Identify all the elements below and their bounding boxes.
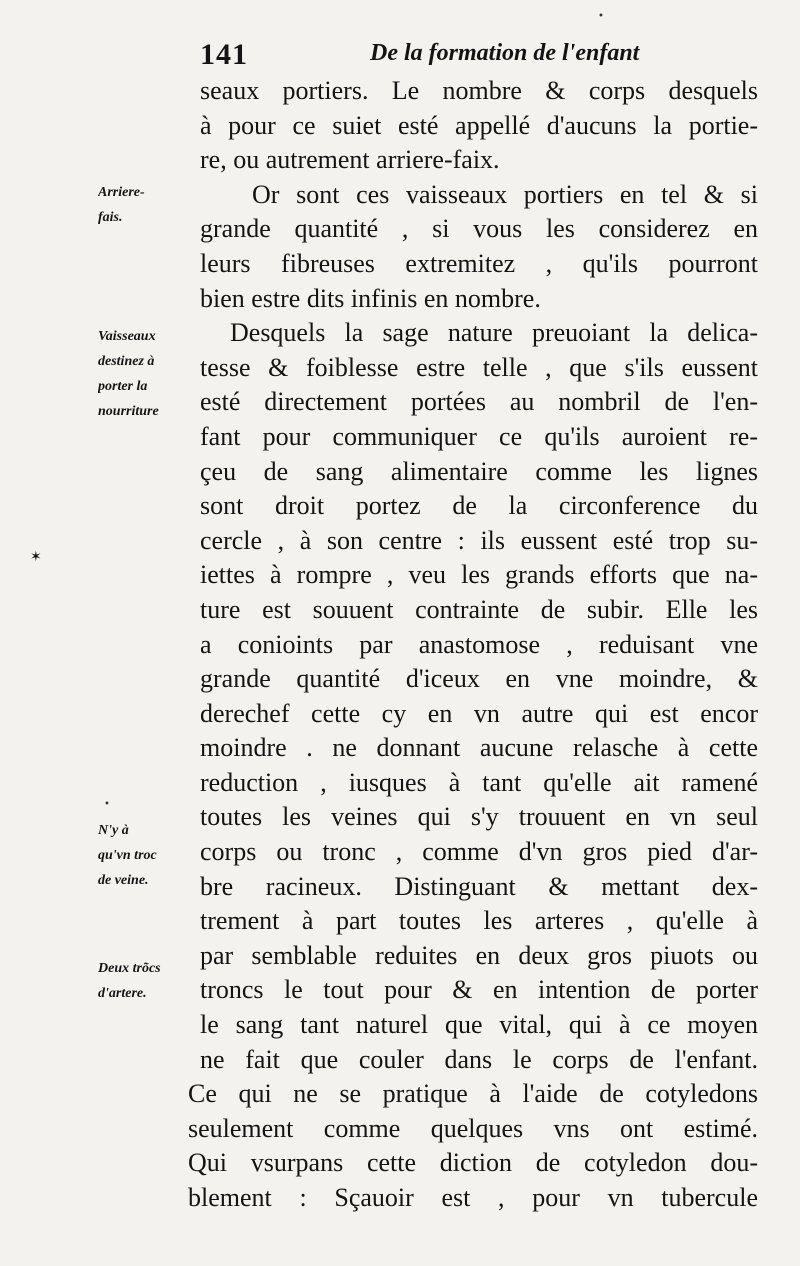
text-line: Ce qui ne se pratique à l'aide de cotyledons [188,1079,758,1109]
page-header [200,36,760,76]
text-line: toutes les veines qui s'y trouuent en vn seul [200,802,758,832]
margin-note-line: de veine. [98,873,149,888]
text-line: Or sont ces vaisseaux portiers en tel & si [252,179,758,209]
text-line: blement : Sçauoir est , pour vn tubercule [188,1183,758,1212]
text-line: grande quantité d'iceux en vne moindre, & [200,664,758,694]
text-line: grande quantité , si vous les considerez en [200,214,758,244]
text-line: trement à part toutes les arteres , qu'elle à [200,906,758,936]
margin-note-line: porter la [98,379,148,394]
text-line: sont droit portez de la circonference du [200,491,758,521]
text-line: par semblable reduites en deux gros piuots ou [200,940,758,970]
margin-note-line: Arriere- [98,185,145,200]
margin-note-tronc-veine [98,818,198,893]
text-line: çeu de sang alimentaire comme les lignes [200,456,758,486]
margin-note-troncs-artere [98,956,198,1006]
text-line: re, ou autrement arriere-faix. [200,145,500,175]
text-line: Desquels la sage nature preuoiant la delica- [230,318,758,348]
margin-note-line: Vaisseaux [98,329,156,344]
text-line: corps ou tronc , comme d'vn gros pied d'ar- [200,837,758,867]
text-line: fant pour communiquer ce qu'ils auroient re- [200,421,758,451]
margin-note-line: destinez à [98,354,155,369]
text-line: bien estre dits infinis en nombre. [200,283,541,313]
text-line: Qui vsurpans cette diction de cotyledon dou- [188,1148,758,1178]
margin-note-line: fais. [98,210,123,225]
text-line: ture est souuent contrainte de subir. Elle les [200,594,758,624]
text-line: ne fait que couler dans le corps de l'enfant. [200,1044,758,1074]
text-line: tesse & foiblesse estre telle , que s'ils eussent [200,352,758,382]
text-line: iettes à rompre , veu les grands efforts que na- [200,560,758,590]
margin-note-line: d'artere. [98,986,147,1001]
asterisk-mark-icon: ✶ [30,549,42,565]
text-line: esté directement portées au nombril de l'en- [200,387,758,417]
text-line: moindre . ne donnant aucune relasche à cette [200,733,758,763]
main-text-block [188,74,758,1216]
text-line: seaux portiers. Le nombre & corps desquels [200,76,758,105]
margin-note-line: nourriture [98,404,159,419]
margin-note-line: Deux trõcs [98,961,161,976]
margin-note-line: N'y à [98,823,129,838]
text-line: le sang tant naturel que vital, qui à ce moyen [200,1010,758,1040]
margin-note-arriere-fais [98,180,198,230]
text-line: leurs fibreuses extremitez , qu'ils pourront [200,248,758,278]
ink-speck: • [104,799,110,810]
text-line: seulement comme quelques vns ont estimé. [188,1113,758,1143]
running-title: De la formation de l'enfant [370,40,640,66]
ink-speck: • [598,11,604,22]
text-line: a conioints par anastomose , reduisant vne [200,629,758,659]
text-line: à pour ce suiet esté appellé d'aucuns la portie- [200,110,758,140]
page-number: 141 [200,38,248,71]
margin-note-vaisseaux [98,324,198,424]
text-line: reduction , iusques à tant qu'elle ait ramené [200,767,758,797]
margin-note-line: qu'vn troc [98,848,157,863]
text-line: cercle , à son centre : ils eussent esté trop su- [200,525,758,555]
text-line: derechef cette cy en vn autre qui est encor [200,698,758,728]
text-line: troncs le tout pour & en intention de porter [200,975,758,1005]
text-line: bre racineux. Distinguant & mettant dex- [200,871,758,901]
